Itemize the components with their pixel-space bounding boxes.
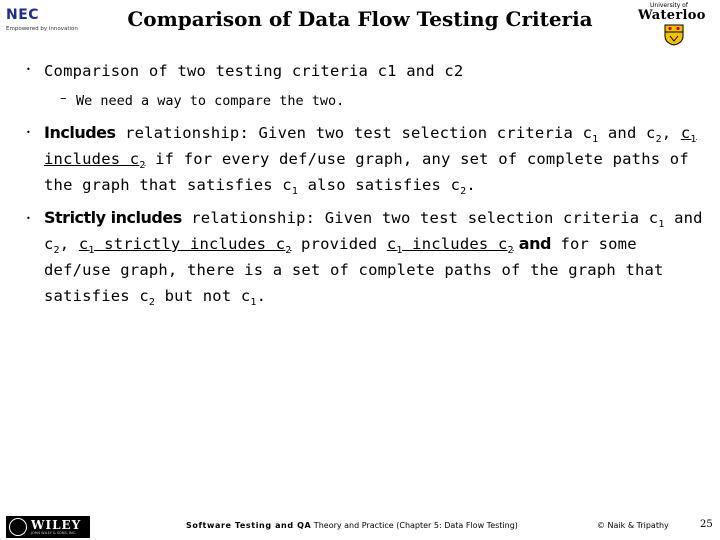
b2-t6: . (466, 176, 476, 194)
wiley-logo-tagline: JOHN WILEY & SONS, INC. (31, 531, 77, 535)
footer-book-rest: Theory and Practice (Chapter 5: Data Flow Testing) (311, 521, 518, 530)
wiley-disc-icon (9, 518, 27, 536)
b2-s1: 1 (592, 134, 599, 145)
b3-t5: for some def/use graph, there is a set of complete paths of the graph that satisfies c (44, 235, 664, 305)
bullet-2-text (44, 120, 708, 198)
bullet-1-text: Comparison of two testing criteria c1 and c2 (44, 62, 464, 80)
b2-t3: , (661, 124, 681, 142)
b3-u2b-sub: 2 (507, 245, 514, 256)
b3-u2-text: c (386, 235, 397, 253)
footer-book-bold: Software Testing and QA (186, 521, 312, 530)
b3-u2 (386, 235, 514, 256)
b3-u2b-text: includes c (402, 235, 508, 253)
bullet-3-text (44, 205, 708, 309)
term-includes: Includes (44, 123, 116, 142)
wiley-logo-word: WILEY (31, 518, 82, 532)
university-of-waterloo-logo (636, 2, 716, 46)
nec-logo-word: NEC (6, 7, 40, 23)
slide-title: Comparison of Data Flow Testing Criteria (127, 7, 593, 31)
uw-logo-big-text: Waterloo (638, 8, 706, 23)
b3-u1 (78, 235, 292, 256)
footer-book-title (186, 521, 518, 530)
b3-u1b-text: strictly includes c (94, 235, 286, 253)
bullet-dot-icon: • (26, 214, 31, 223)
b3-u1-sub: 1 (88, 245, 95, 256)
b2-t5: also satisfies c (298, 176, 461, 194)
b3-t4: provided (291, 235, 387, 253)
b3-s2: 2 (53, 245, 60, 256)
b2-u1 (680, 124, 697, 145)
b2-u2-text: includes c (44, 150, 140, 168)
b3-t6: but not c (155, 287, 251, 305)
b3-s4: 1 (250, 297, 257, 308)
b2-s2: 2 (655, 134, 662, 145)
bullet-1-sub-text: We need a way to compare the two. (76, 93, 345, 109)
bullet-dot-icon: • (26, 65, 31, 74)
b3-s3: 2 (148, 297, 156, 308)
nec-logo-tagline: Empowered by innovation (6, 26, 78, 32)
b2-s4: 2 (460, 186, 467, 197)
b2-t2: and c (598, 124, 656, 142)
b3-t7: . (256, 287, 267, 305)
b2-t4: if for every def/use graph, any set of complete paths of the graph that satisfies c (44, 150, 689, 194)
term-strictly-includes: Strictly includes (44, 208, 182, 227)
b2-u1-text: c (680, 124, 691, 142)
crest-icon (664, 24, 684, 46)
b2-s3: 1 (291, 186, 299, 197)
b2-t1: relationship: Given two test selection criteria c (115, 124, 593, 142)
b3-u2-sub: 1 (396, 245, 403, 256)
b3-t1: relationship: Given two test selection criteria c (181, 209, 659, 227)
page-number: 25 (700, 519, 713, 530)
uw-logo-small-text: University of (650, 2, 688, 9)
b2-u2-sub: 2 (139, 160, 146, 171)
b3-t3: , (59, 235, 79, 253)
b2-u1-sub: 1 (690, 134, 697, 145)
b3-s1: 1 (658, 219, 665, 230)
bullet-dot-icon: • (26, 128, 31, 137)
b2-u2 (44, 150, 146, 171)
footer-copyright: © Naik & Tripathy (597, 521, 669, 530)
b3-and: and (513, 234, 551, 253)
b3-u1b-sub: 2 (285, 245, 292, 256)
b3-u1-text: c (78, 235, 89, 253)
wiley-logo (6, 516, 90, 538)
b3-t2: and c (44, 209, 703, 253)
dash-icon: – (60, 91, 67, 106)
